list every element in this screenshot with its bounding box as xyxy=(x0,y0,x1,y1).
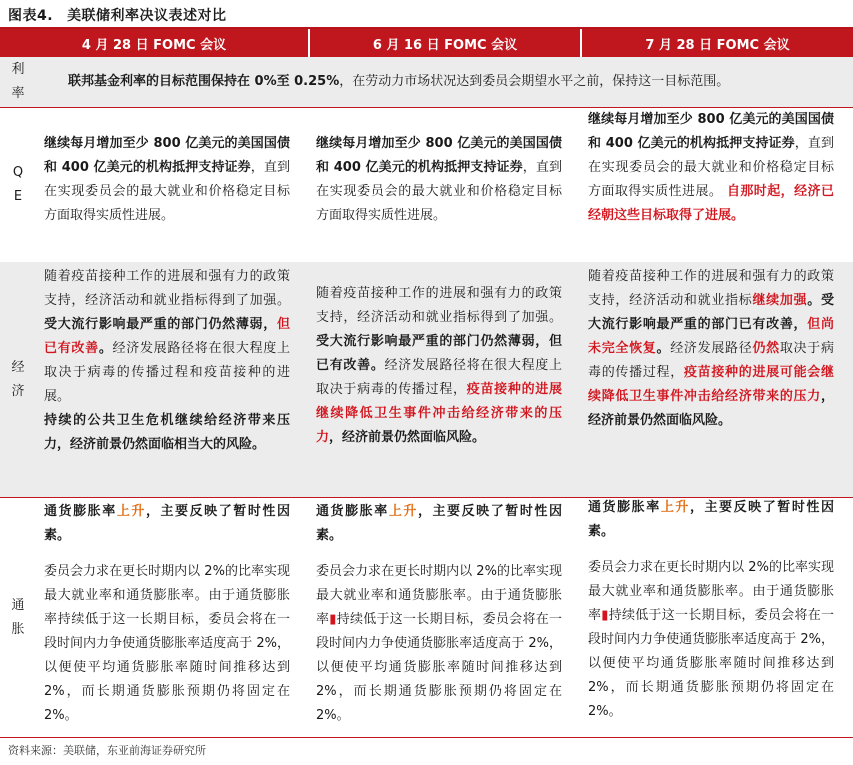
rate-cell xyxy=(68,70,848,94)
strike-mark: ▮ xyxy=(329,612,337,627)
header-apr28: 4 月 28 日 FOMC 会议 xyxy=(0,29,308,57)
figure-number: 图表4. xyxy=(8,8,54,24)
rate-bold: 联邦基金利率的目标范围保持在 0%至 0.25% xyxy=(68,74,340,89)
economy-cell-jul28: 随着疫苗接种工作的进展和强有力的政策支持，经济活动和就业指标继续加强。受大流行影响最严重的部门已有改善，但尚未完全恢复。经济发展路径仍然取决于病毒的传播过程，疫苗接种的进展可能会继续降低卫生事件冲击给经济带来的压力，经济前景仍然面临风险。 xyxy=(588,269,834,428)
strike-mark: ▮ xyxy=(601,608,609,623)
inflation-cell-apr28: 通货膨胀率上升，主要反映了暂时性因素。 委员会力求在更长时期内以 2%的比率实现最大就业率和通货膨胀率。由于通货膨胀率持续低于这一长期目标，委员会将在一段时间内力争使通货膨胀率适度高于 2%，以便使平均通货膨胀率随时间推移达到 2%，而长期通货膨胀预期仍将固定在 2%。 xyxy=(44,504,290,723)
economy-cell-jun16: 随着疫苗接种工作的进展和强有力的政策支持，经济活动和就业指标得到了加强。受大流行影响最严重的部门仍然薄弱，但已有改善。经济发展路径将在很大程度上取决于病毒的传播过程，疫苗接种的进展继续降低卫生事件冲击给经济带来的压力，经济前景仍然面临风险。 xyxy=(316,286,562,445)
qe-progress-note: 自那时起，经济已经朝这些目标取得了进展。 xyxy=(588,184,834,223)
inflation-cell-jul28: 通货膨胀率上升，主要反映了暂时性因素。 委员会力求在更长时期内以 2%的比率实现最大就业率和通货膨胀率。由于通货膨胀率▮持续低于这一长期目标，委员会将在一段时间内力争使通货膨胀率适度高于 2%，以便使平均通货膨胀率随时间推移达到 2%，而长期通货膨胀预期仍将固定在 2%。 xyxy=(588,500,834,719)
economy-cell-apr28: 随着疫苗接种工作的进展和强有力的政策支持，经济活动和就业指标得到了加强。受大流行影响最严重的部门仍然薄弱，但已有改善。经济发展路径将在很大程度上取决于病毒的传播过程和疫苗接种的进展。 持续的公共卫生危机继续给经济带来压力，经济前景仍然面临相当大的风险。 xyxy=(44,269,290,452)
source-note: 资料来源：美联储，东亚前海证券研究所 xyxy=(8,744,206,757)
qe-cell-apr28: 继续每月增加至少 800 亿美元的美国国债和 400 亿美元的机构抵押支持证券，直到在实现委员会的最大就业和价格稳定目标方面取得实质性进展。 xyxy=(44,136,290,223)
row-label-inflation: 通 胀 xyxy=(11,597,25,637)
row-label-qe: Q E xyxy=(12,165,24,204)
row-label-economy: 经 济 xyxy=(11,359,25,399)
inflation-cell-jun16: 通货膨胀率上升，主要反映了暂时性因素。 委员会力求在更长时期内以 2%的比率实现最大就业率和通货膨胀率。由于通货膨胀率▮持续低于这一长期目标，委员会将在一段时间内力争使通货膨胀率适度高于 2%，以便使平均通货膨胀率随时间推移达到 2%，而长期通货膨胀预期仍将固定在 2%。 xyxy=(316,504,562,723)
qe-cell-jul28: 继续每月增加至少 800 亿美元的美国国债和 400 亿美元的机构抵押支持证券，直到在实现委员会的最大就业和价格稳定目标方面取得实质性进展。 自那时起，经济已经朝这些目标取得了进展。 xyxy=(588,112,834,223)
qe-cell-jun16: 继续每月增加至少 800 亿美元的美国国债和 400 亿美元的机构抵押支持证券，直到在实现委员会的最大就业和价格稳定目标方面取得实质性进展。 xyxy=(316,136,562,223)
header-jul28: 7 月 28 日 FOMC 会议 xyxy=(582,29,853,57)
figure-title xyxy=(8,5,227,25)
row-label-rate: 利 率 xyxy=(11,62,25,101)
header-jun16: 6 月 16 日 FOMC 会议 xyxy=(310,29,580,57)
figure-caption: 美联储利率决议表述对比 xyxy=(67,8,227,24)
bottom-rule xyxy=(0,737,853,738)
rate-rest: ，在劳动力市场状况达到委员会期望水平之前，保持这一目标范围。 xyxy=(339,74,730,89)
